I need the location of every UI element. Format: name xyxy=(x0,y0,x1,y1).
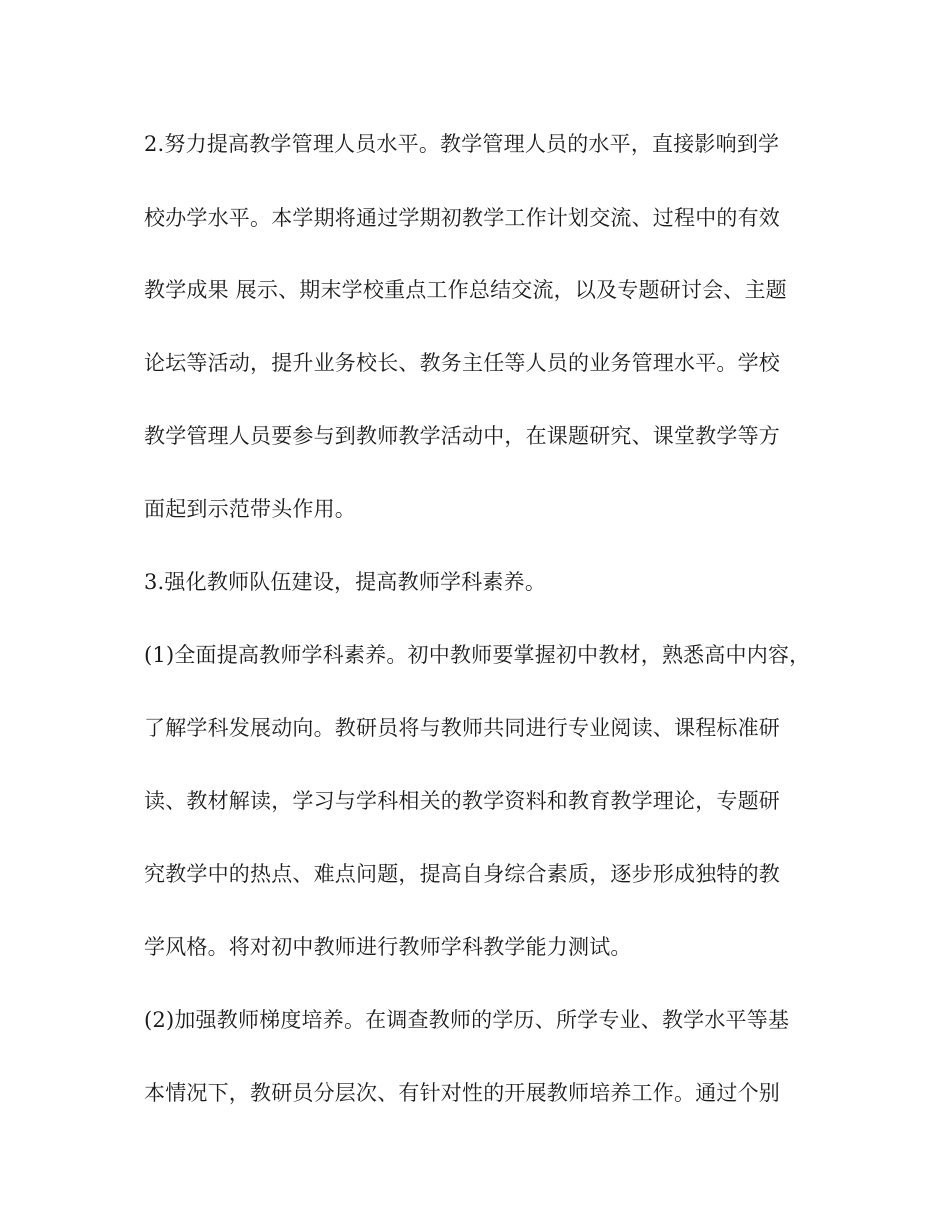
text-line: 学风格。将对初中教师进行教师学科教学能力测试。 xyxy=(144,935,632,959)
text-line: 校办学水平。本学期将通过学期初教学工作计划交流、过程中的有效 xyxy=(144,206,780,230)
text-line: 教学管理人员要参与到教师教学活动中，在课题研究、课堂教学等方 xyxy=(144,424,780,448)
text-line: 教学成果 展示、期末学校重点工作总结交流，以及专题研讨会、主题 xyxy=(144,278,787,302)
text-line: 3.强化教师队伍建设，提高教师学科素养。 xyxy=(144,570,547,594)
text-line: 读、教材解读，学习与学科相关的教学资料和教育教学理论，专题研 xyxy=(144,789,780,813)
text-line: 究教学中的热点、难点问题，提高自身综合素质，逐步形成独特的教 xyxy=(144,862,780,886)
text-line: 本情况下，教研员分层次、有针对性的开展教师培养工作。通过个别 xyxy=(144,1081,780,1105)
text-line: 论坛等活动，提升业务校长、教务主任等人员的业务管理水平。学校 xyxy=(144,351,780,375)
text-line: (1)全面提高教师学科素养。初中教师要掌握初中教材，熟悉高中内容， xyxy=(144,643,811,667)
text-line: (2)加强教师梯度培养。在调查教师的学历、所学专业、教学水平等基 xyxy=(144,1008,790,1032)
text-line: 面起到示范带头作用。 xyxy=(144,497,356,521)
text-line: 2.努力提高教学管理人员水平。教学管理人员的水平，直接影响到学 xyxy=(144,132,780,156)
text-line: 了解学科发展动向。教研员将与教师共同进行专业阅读、课程标准研 xyxy=(144,716,780,740)
